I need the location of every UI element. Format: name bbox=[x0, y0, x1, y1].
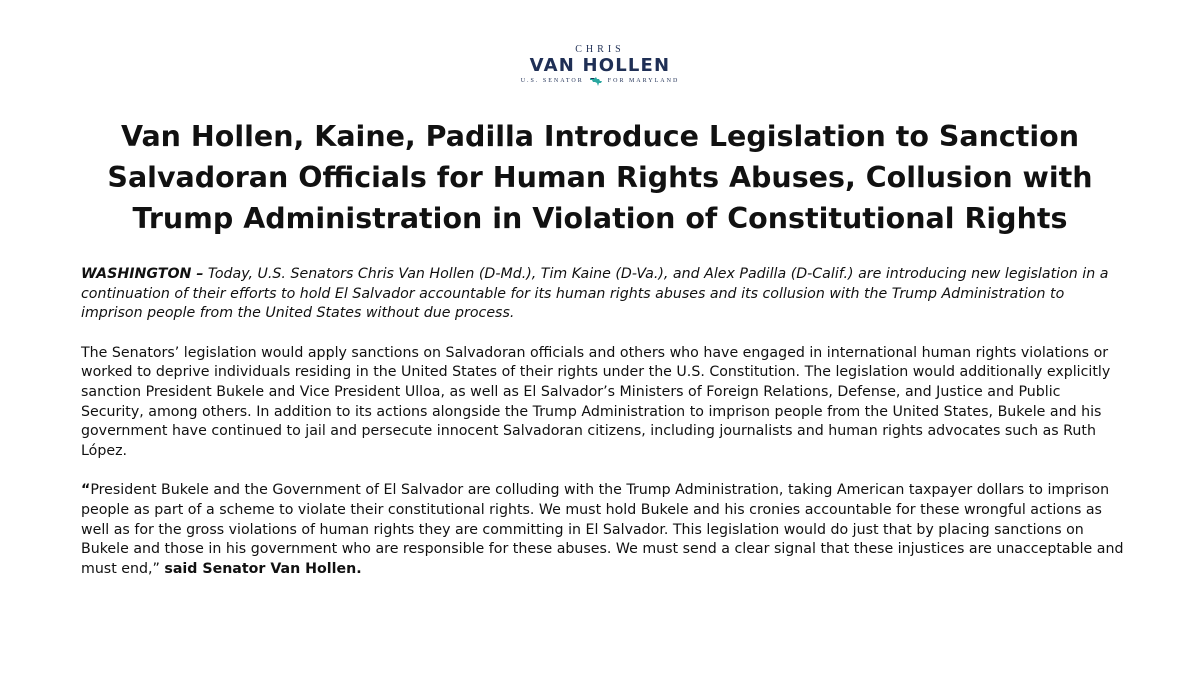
logo-first-name: CHRIS bbox=[575, 44, 625, 55]
lede-text: Today, U.S. Senators Chris Van Hollen (D-Md.), Tim Kaine (D-Va.), and Alex Padilla (D-Calif.) are introducing new legislation in a continuation of their efforts to hold El Salvador accountable for its human rights abuses and its collusion with the Trump Administration to imprison people from the United States without due process. bbox=[81, 266, 1109, 322]
quote-paragraph bbox=[81, 481, 1126, 579]
press-release-headline: Van Hollen, Kaine, Padilla Introduce Legislation to Sanction Salvadoran Officials for Human Rights Abuses, Collusion with Trump Administration in Violation of Constitutional Rights bbox=[107, 120, 1093, 235]
quote-attribution: said Senator Van Hollen. bbox=[164, 560, 362, 577]
logo-tagline bbox=[0, 77, 1200, 86]
logo-last-name: VAN HOLLEN bbox=[529, 55, 671, 76]
quote-text: President Bukele and the Government of El Salvador are colluding with the Trump Administration, taking American taxpayer dollars to imprison people as part of a scheme to violate their constitutional rights. We must hold Bukele and his cronies accountable for these wrongful actions as well as for the gross violations of human rights they are committing in El Salvador. This legislation would do just that by placing sanctions on Bukele and those in his government who are responsible for these abuses. We must send a clear signal that these injustices are unacceptable and must end,” bbox=[81, 482, 1124, 577]
maryland-state-icon bbox=[590, 77, 602, 86]
lede-paragraph bbox=[81, 265, 1126, 324]
press-release-body bbox=[81, 265, 1126, 599]
dateline: WASHINGTON – bbox=[81, 266, 204, 282]
logo-tag-right: FOR MARYLAND bbox=[607, 78, 680, 84]
logo-tag-left: U.S. SENATOR bbox=[520, 78, 584, 84]
open-quote: “ bbox=[81, 482, 91, 499]
senator-logo bbox=[0, 44, 1200, 86]
body-paragraph: The Senators’ legislation would apply sanctions on Salvadoran officials and others who have engaged in international human rights violations or worked to deprive individuals residing in the United States of their rights under the U.S. Constitution. The legislation would additionally explicitly sanction President Bukele and Vice President Ulloa, as well as El Salvador’s Ministers of Foreign Relations, Defense, and Justice and Public Security, among others. In addition to its actions alongside the Trump Administration to imprison people from the United States, Bukele and his government have continued to jail and persecute innocent Salvadoran citizens, including journalists and human rights advocates such as Ruth López. bbox=[81, 344, 1111, 459]
